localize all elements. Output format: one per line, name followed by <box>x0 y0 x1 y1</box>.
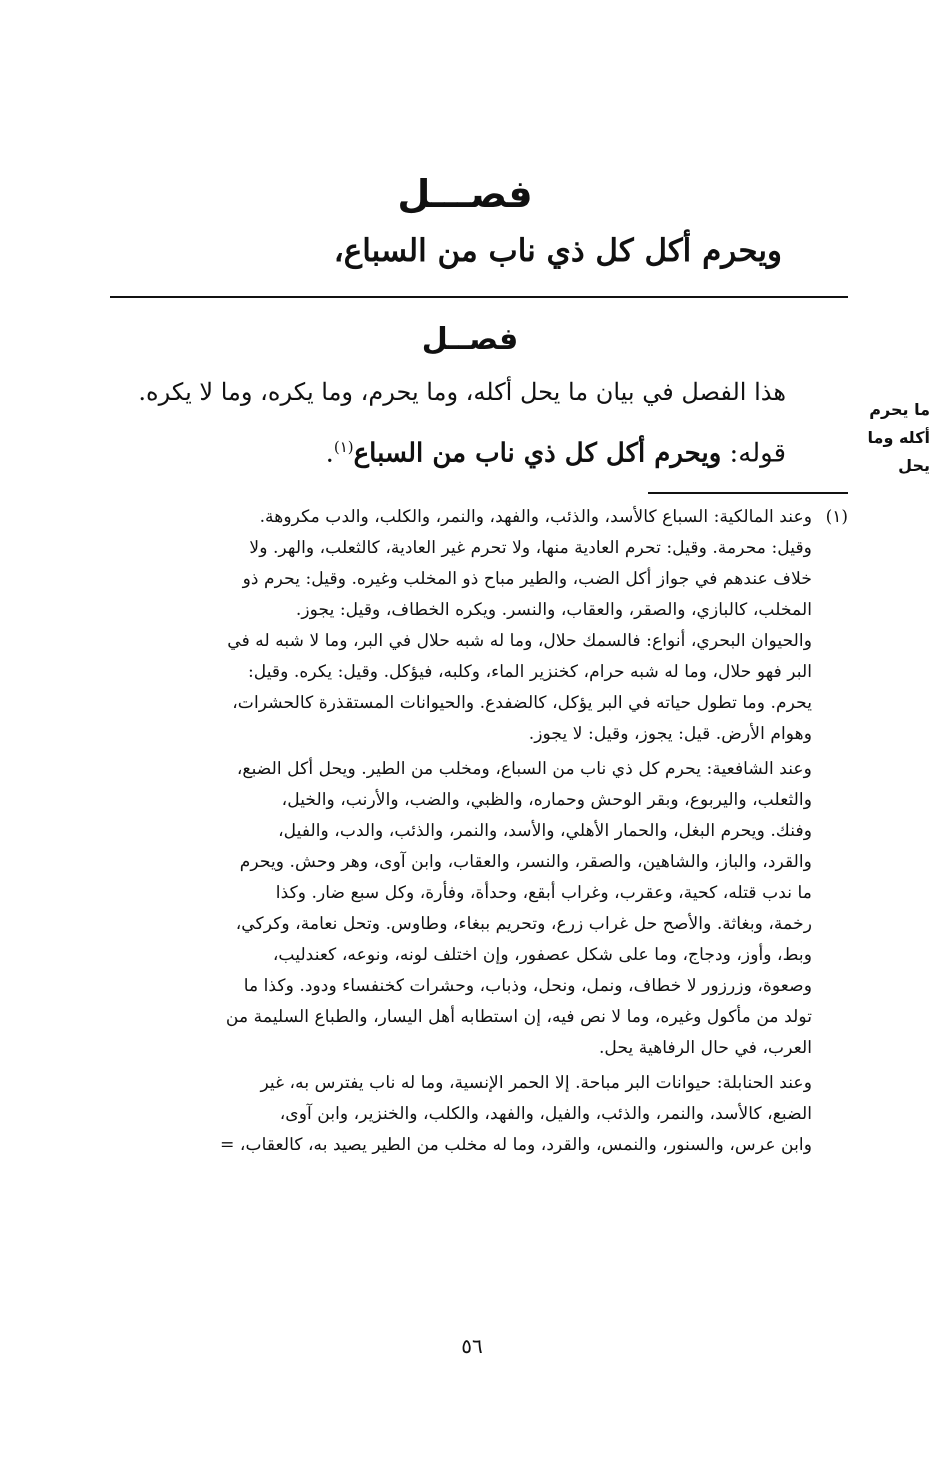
footnote-line: وبط، وأوز، ودجاج، وما على شكل عصفور، وإن اختلف لونه، ونوعه، كعندليب، <box>272 945 812 965</box>
footnote-divider <box>648 492 848 494</box>
quote-label: قوله: <box>729 438 786 469</box>
footnote-line: وصعوة، وزرزور لا خطاف، ونمل، ونحل، وذباب، وحشرات كخنفساء ودود. وكذا ما <box>243 976 812 996</box>
footnote-paragraph-shafii <box>132 754 812 1064</box>
footnote-line: والثعلب، واليربوع، وبقر الوحش وحماره، والظبي، والضب، والأرنب، والخيل، <box>281 790 812 810</box>
quote-body: ويحرم أكل كل ذي ناب من السباع <box>353 438 722 469</box>
top-divider <box>110 296 848 298</box>
footnote-line: تولد من مأكول وغيره، وما لا نص فيه، إن استطابه أهل اليسار، والطباع السليمة من <box>225 1007 812 1027</box>
quoted-text <box>106 424 786 477</box>
footnote-body <box>132 502 812 1165</box>
footnote-line: يحرم. وما تطول حياته في البر يؤكل، كالضفدع. والحيوانات المستقذرة كالحشرات، <box>232 693 812 713</box>
footnote-line: المخلب، كالبازي، والصقر، والعقاب، والنسر. ويكره الخطاف، وقيل: يجوز. <box>295 600 812 620</box>
footnote-line: وعند الحنابلة: حيوانات البر مباحة. إلا الحمر الإنسية، وما له ناب يفترس به، غير <box>260 1073 812 1093</box>
matn-text: ويحرم أكل كل ذي ناب من السباع، <box>333 233 782 269</box>
page-number: ٥٦ <box>461 1334 483 1358</box>
footnote-paragraph-maliki <box>132 502 812 750</box>
section-title: فصــل <box>421 322 519 357</box>
footnote-line: الضبع، كالأسد، والنمر، والذئب، والفيل، والفهد، والكلب، والخنزير، وابن آوى، <box>279 1104 812 1124</box>
margin-note-line: أكله وما <box>867 428 930 447</box>
footnote-line: وقيل: محرمة. وقيل: تحرم العادية منها، ولا تحرم غير العادية، كالثعلب، والهر. ولا <box>249 538 812 558</box>
footnote-line: والحيوان البحري، أنواع: فالسمك حلال، وما له شبه حلال في البر، وما لا شبه له في <box>227 631 812 651</box>
footnote-reference: (١) <box>333 438 354 456</box>
chapter-title: فصـــل <box>397 172 533 216</box>
margin-note <box>842 396 930 480</box>
footnote-line: ما ندب قتله، كحية، وعقرب، وغراب أبقع، وحدأة، وفأرة، وكل سبع ضار. وكذا <box>275 883 812 903</box>
footnote-line: وفنك. ويحرم البغل، والحمار الأهلي، والأسد، والنمر، والذئب، والدب، والفيل، <box>278 821 812 841</box>
footnote-line: والقرد، والباز، والشاهين، والصقر، والنسر، والعقاب، وابن آوى، وهر وحش. ويحرم <box>239 852 812 872</box>
footnote-line: البر فهو حلال، وما له شبه حرام، كخنزير الماء، وكلبه، فيؤكل. وقيل: يكره. وقيل: <box>247 662 812 682</box>
footnote-line: خلاف عندهم في جواز أكل الضب، والطير مباح ذو المخلب وغيره. وقيل: يحرم ذو <box>242 569 812 589</box>
footnote-line: وعند المالكية: السباع كالأسد، والذئب، والفهد، والنمر، والكلب، والدب مكروهة. <box>259 507 812 527</box>
margin-note-line: يحل <box>898 456 930 475</box>
footnote-line: العرب، في حال الرفاهية يحل. <box>598 1038 812 1058</box>
footnote-line: وهوام الأرض. قيل: يجوز، وقيل: لا يجوز. <box>528 724 812 744</box>
footnote-marker: (١) <box>825 507 848 527</box>
margin-note-line: ما يحرم <box>869 400 930 419</box>
footnote-line: رخمة، وبغاثة. والأصح حل غراب زرع، وتحريم ببغاء، وطاوس. وتحل نعامة، وكركي، <box>235 914 812 934</box>
footnote-paragraph-hanbali <box>132 1068 812 1161</box>
intro-text: هذا الفصل في بيان ما يحل أكله، وما يحرم، وما يكره، وما لا يكره. <box>138 378 786 406</box>
quote-end: . <box>325 438 334 469</box>
footnote-line: وعند الشافعية: يحرم كل ذي ناب من السباع، ومخلب من الطير. ويحل أكل الضبع، <box>236 759 812 779</box>
footnote-line: وابن عرس، والسنور، والنمس، والقرد، وما له مخلب من الطير يصيد به، كالعقاب، = <box>220 1135 812 1155</box>
